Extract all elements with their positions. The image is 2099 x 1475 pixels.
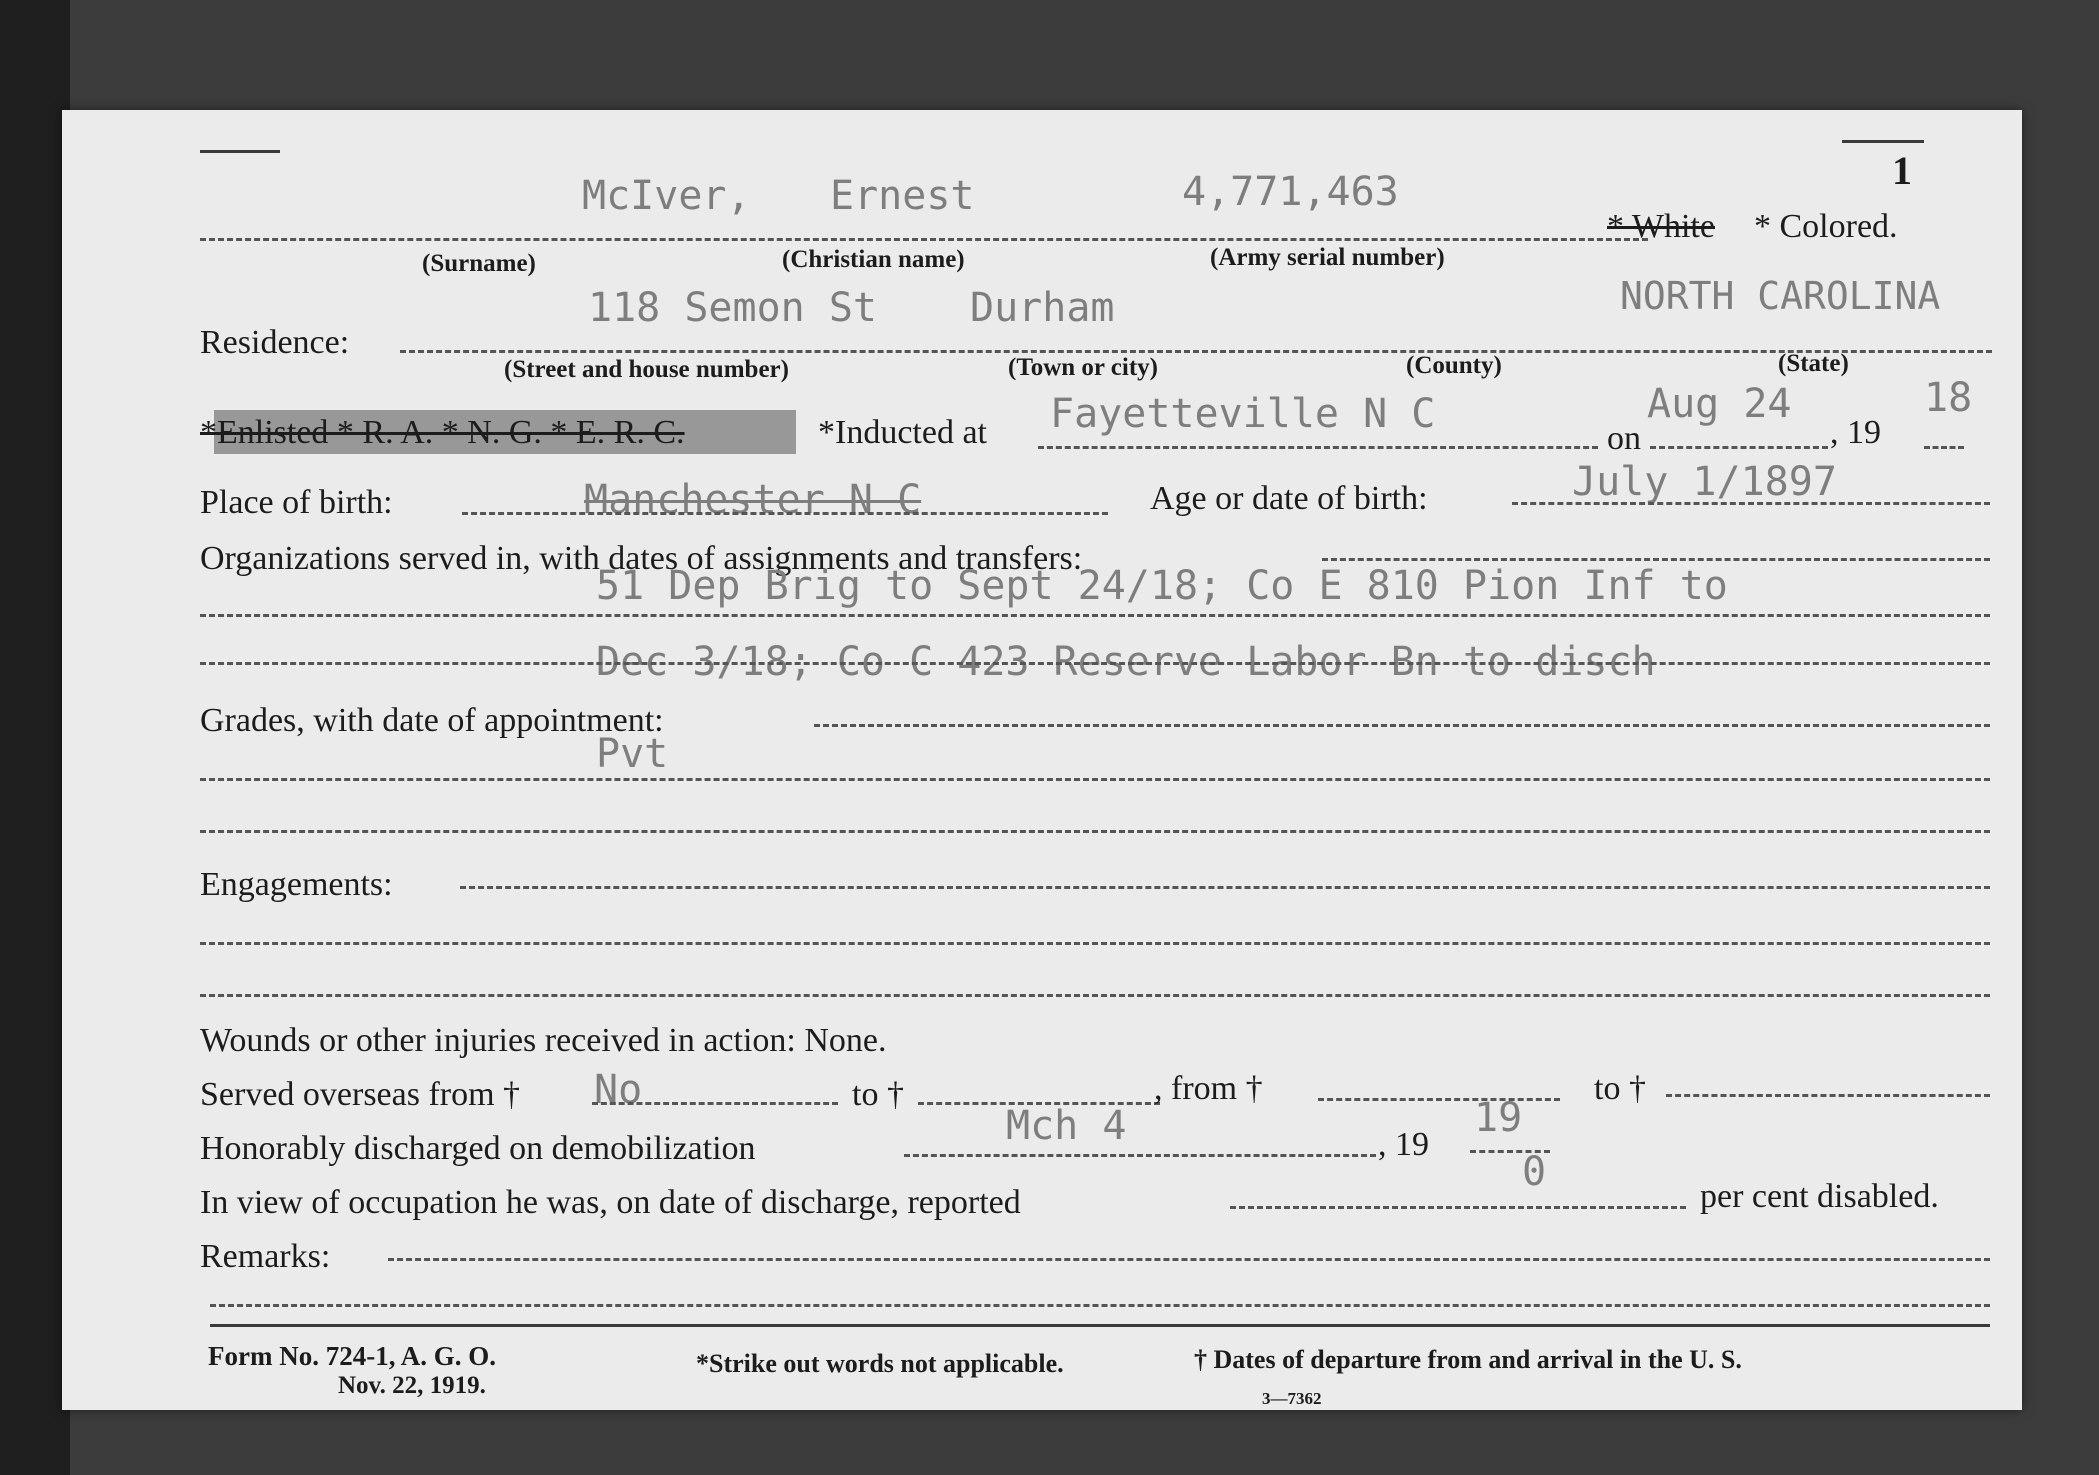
inducted-place-line bbox=[1038, 446, 1598, 449]
form-number: Form No. 724-1, A. G. O. bbox=[208, 1341, 496, 1371]
remarks-line-0 bbox=[388, 1258, 1990, 1261]
engagements-label: Engagements: bbox=[200, 866, 393, 903]
surname-label: (Surname) bbox=[422, 250, 536, 277]
grades-line-0 bbox=[814, 724, 1990, 727]
engagements-line-1 bbox=[200, 942, 1990, 945]
dark-background-edge bbox=[0, 0, 70, 1475]
name-line bbox=[200, 238, 1648, 241]
discharged-label: Honorably discharged on demobilization bbox=[200, 1130, 756, 1167]
organizations-line-2-text: Dec 3/18; Co C 423 Reserve Labor Bn to disch bbox=[596, 639, 1656, 685]
inducted-place-value: Fayetteville N C bbox=[1050, 391, 1436, 437]
residence-line bbox=[400, 350, 1992, 353]
footer-rule bbox=[210, 1324, 1990, 1327]
inducted-year-value: 18 bbox=[1924, 375, 1973, 421]
served-overseas-from-value: No bbox=[594, 1067, 643, 1113]
overseas-from-2-line bbox=[1318, 1098, 1560, 1101]
street-label: (Street and house number) bbox=[504, 356, 789, 383]
to-label: to † bbox=[852, 1076, 904, 1113]
discharge-date-value: Mch 4 bbox=[1006, 1103, 1127, 1149]
date-of-birth-line bbox=[1512, 502, 1990, 505]
service-record-card bbox=[62, 110, 2022, 1410]
organizations-label: Organizations served in, with dates of assignments and transfers: bbox=[200, 540, 1083, 577]
engagements-line-2 bbox=[200, 994, 1990, 997]
served-overseas-from-line bbox=[592, 1102, 838, 1105]
service-type-options: *Enlisted * R. A. * N. G. * E. R. C. bbox=[200, 414, 685, 451]
served-overseas-label: Served overseas from † bbox=[200, 1076, 521, 1113]
from-label: , from † bbox=[1154, 1070, 1263, 1107]
place-of-birth-value: Manchester N C bbox=[584, 477, 922, 523]
card-number: 1 bbox=[1892, 148, 1912, 193]
strike-note: *Strike out words not applicable. bbox=[696, 1349, 1064, 1378]
place-of-birth-label: Place of birth: bbox=[200, 484, 393, 521]
print-code: 3—7362 bbox=[1262, 1389, 1322, 1408]
organizations-line-1-text: 51 Dep Brig to Sept 24/18; Co E 810 Pion Inf to bbox=[596, 563, 1728, 609]
engagements-line-0 bbox=[460, 886, 1990, 889]
form-date: Nov. 22, 1919. bbox=[338, 1372, 486, 1399]
residence-street-value: 118 Semon St bbox=[588, 285, 877, 331]
state-label: (State) bbox=[1778, 350, 1849, 377]
race-option-colored: * Colored. bbox=[1754, 208, 1898, 245]
top-right-rule bbox=[1842, 140, 1924, 143]
organizations-line-0 bbox=[1322, 558, 1990, 561]
inducted-year-prefix: , 19 bbox=[1830, 414, 1881, 451]
residence-label: Residence: bbox=[200, 324, 350, 361]
inducted-date-value: Aug 24 bbox=[1647, 381, 1792, 427]
wounds-label: Wounds or other injuries received in action: None. bbox=[200, 1022, 887, 1059]
residence-town-value: Durham bbox=[970, 285, 1115, 331]
discharge-date-line bbox=[904, 1154, 1376, 1157]
place-of-birth-line bbox=[462, 512, 1108, 515]
inducted-date-line bbox=[1650, 446, 1828, 449]
to-2-label: to † bbox=[1594, 1070, 1646, 1107]
grades-line-2 bbox=[200, 830, 1990, 833]
disabled-percent-line bbox=[1230, 1206, 1686, 1209]
inducted-year-line bbox=[1924, 446, 1964, 449]
age-dob-label: Age or date of birth: bbox=[1150, 480, 1428, 517]
remarks-label: Remarks: bbox=[200, 1238, 331, 1275]
surname-value: McIver, bbox=[582, 173, 751, 219]
organizations-line-1 bbox=[200, 614, 1990, 617]
organizations-line-2 bbox=[200, 662, 1990, 665]
serial-number-label: (Army serial number) bbox=[1210, 244, 1445, 271]
grades-label: Grades, with date of appointment: bbox=[200, 702, 664, 739]
county-label: (County) bbox=[1406, 352, 1502, 379]
grades-line-1 bbox=[200, 778, 1990, 781]
inducted-at-label: *Inducted at bbox=[818, 414, 987, 451]
occupation-label: In view of occupation he was, on date of discharge, reported bbox=[200, 1184, 1021, 1221]
christian-name-value: Ernest bbox=[830, 173, 975, 219]
residence-state-value: NORTH CAROLINA bbox=[1620, 274, 1941, 318]
discharge-year-value: 19 bbox=[1474, 1095, 1523, 1141]
christian-name-label: (Christian name) bbox=[782, 246, 965, 273]
race-option-white: * White bbox=[1607, 208, 1715, 245]
discharge-year-prefix: , 19 bbox=[1378, 1126, 1429, 1163]
per-cent-disabled-label: per cent disabled. bbox=[1700, 1178, 1939, 1215]
disabled-percent-value: 0 bbox=[1522, 1149, 1547, 1195]
overseas-to-2-line bbox=[1666, 1094, 1990, 1097]
top-left-rule bbox=[200, 150, 280, 153]
remarks-line-1 bbox=[210, 1304, 1990, 1307]
serial-number-value: 4,771,463 bbox=[1182, 169, 1399, 215]
dates-note: † Dates of departure from and arrival in the U. S. bbox=[1194, 1345, 1742, 1374]
date-of-birth-value: July 1/1897 bbox=[1572, 459, 1837, 505]
grade-value: Pvt bbox=[596, 731, 669, 777]
on-label: on bbox=[1607, 420, 1641, 457]
town-label: (Town or city) bbox=[1008, 354, 1158, 381]
